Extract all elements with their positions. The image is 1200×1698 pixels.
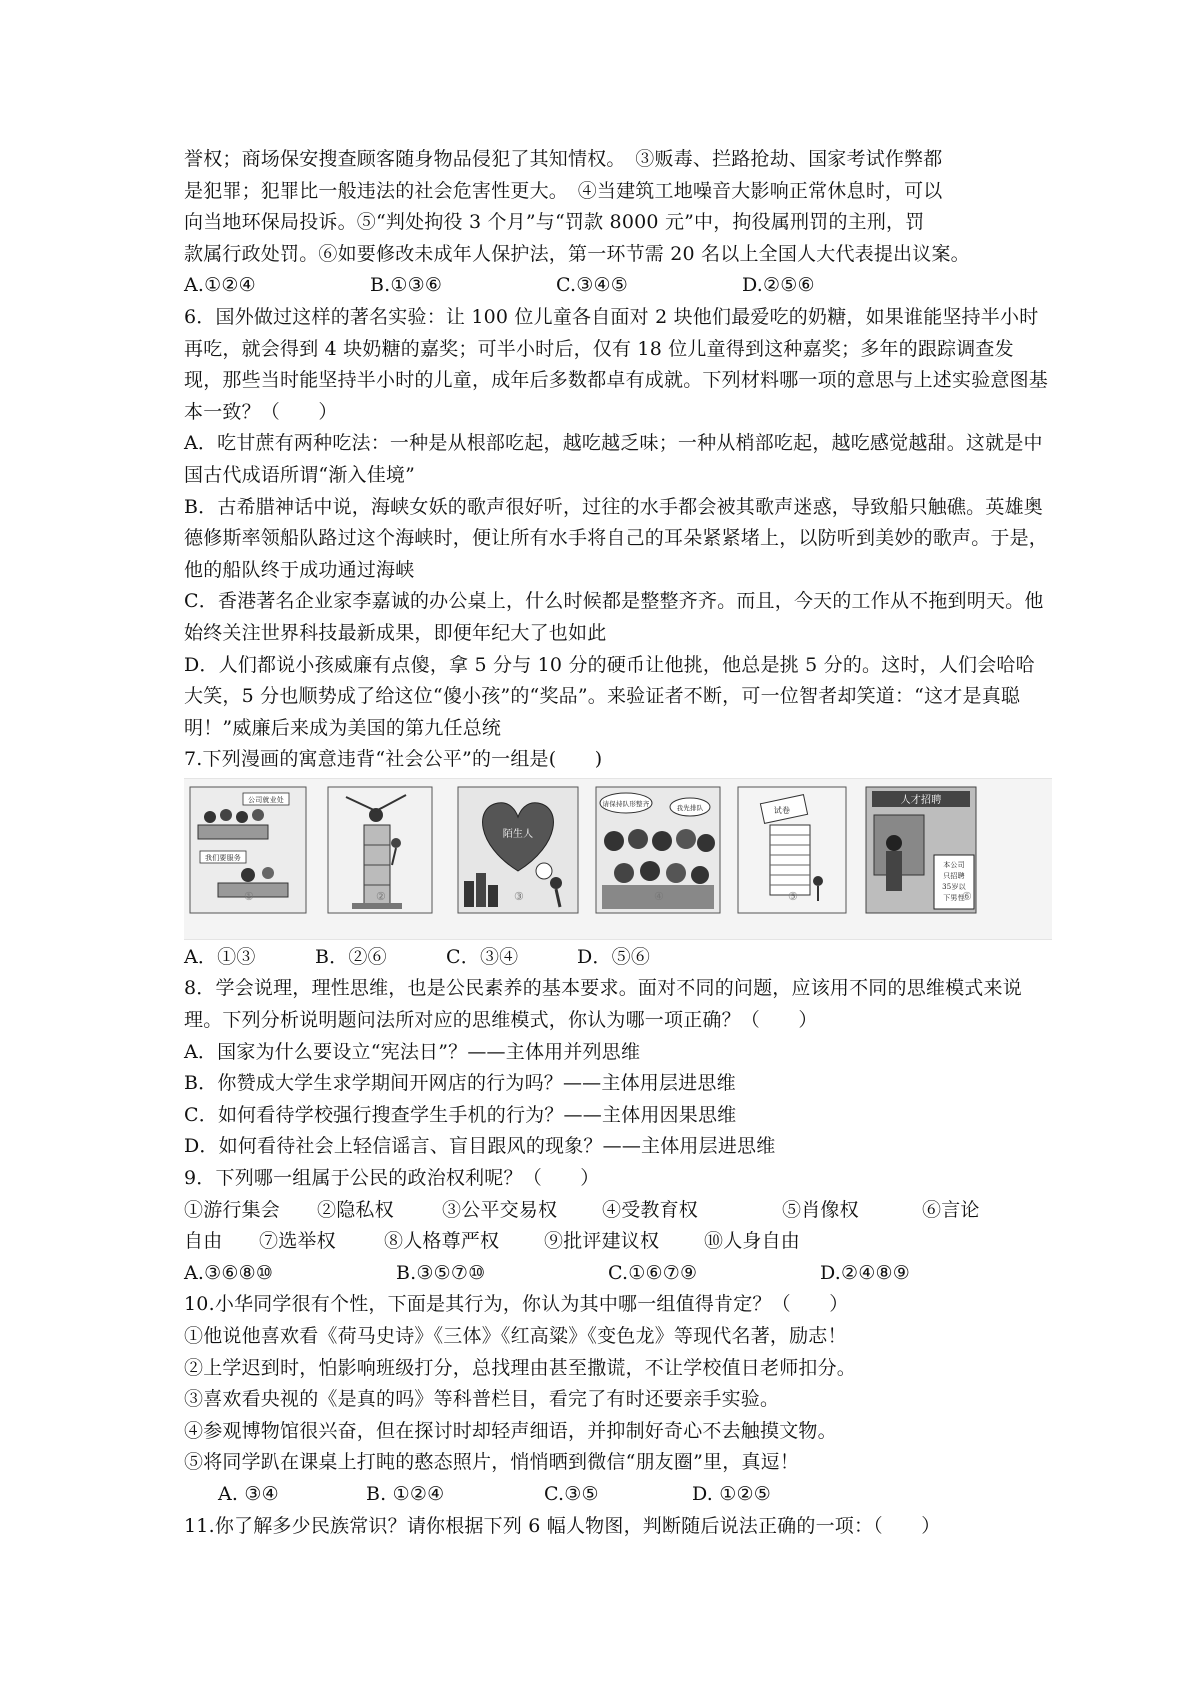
comic-6-sign-line-2: 只招聘 (943, 871, 965, 880)
q7-option-a[interactable]: A．①③ (184, 945, 256, 968)
question-8 (184, 973, 1052, 1163)
comic-3-heart-text: 陌生人 (502, 828, 534, 840)
q7-options (184, 942, 1052, 974)
q10-stem: 10.小华同学很有个性，下面是其行为，你认为其中哪一组值得肯定？（ ） (184, 1293, 849, 1316)
q9-items-line-2 (184, 1226, 1052, 1258)
comic-1-number: ① (244, 890, 255, 904)
question-6 (184, 302, 1052, 744)
comic-5-paper-text: 试卷 (773, 805, 791, 815)
q10-option-b[interactable]: B. ①②④ (366, 1482, 445, 1505)
comic-4-bubble-1: 请保持队形整齐 (602, 799, 650, 808)
papers-cartoon-icon (736, 785, 848, 915)
comic-1-top-sign: 公司就业处 (248, 795, 284, 804)
q5-options (184, 270, 1052, 302)
q9-item-8: ⑧人格尊严权 (384, 1230, 500, 1253)
q6-option-d[interactable]: D．人们都说小孩威廉有点傻，拿 5 分与 10 分的硬币让他挑，他总是挑 5 分的。这时，人们会哈哈大笑，5 分也顺势成了给这位“傻小孩”的“奖品”。来验证者不断，可一位智者却笑道：“这才是真聪明！”威廉后来成为美国的第九任总统 (184, 653, 1035, 739)
comic-5-number: ⑤ (788, 890, 799, 904)
comic-1-bottom-sign: 我们要服务 (205, 853, 241, 862)
q10-item-1: ①他说他喜欢看《荷马史诗》《三体》《红高粱》《变色龙》等现代名著，励志！ (184, 1325, 847, 1347)
comic-4-bubble-2: 我先排队 (676, 803, 704, 812)
question-11 (184, 1511, 1052, 1543)
q7-option-d[interactable]: D．⑤⑥ (577, 945, 651, 968)
q9-item-2: ②隐私权 (317, 1198, 394, 1221)
q5-option-a[interactable]: A.①②④ (184, 274, 256, 297)
meeting-cartoon-icon (188, 785, 308, 915)
q10-item-3: ③喜欢看央视的《是真的吗》等科普栏目，看完了有时还要亲手实验。 (184, 1388, 780, 1411)
q10-item-2: ②上学迟到时，怕影响班级打分，总找理由甚至撒谎，不让学校值日老师扣分。 (184, 1356, 857, 1379)
q9-item-4: ④受教育权 (602, 1198, 699, 1221)
q9-option-a[interactable]: A.③⑥⑧⑩ (184, 1261, 274, 1284)
comic-6-sign-line-1: 本公司 (943, 860, 965, 869)
tower-cartoon-icon (326, 785, 434, 915)
q8-option-a[interactable]: A．国家为什么要设立“宪法日”？——主体用并列思维 (184, 1040, 641, 1063)
q9-item-5: ⑤肖像权 (782, 1198, 859, 1221)
q8-option-b[interactable]: B．你赞成大学生求学期间开网店的行为吗？——主体用层进思维 (184, 1072, 736, 1095)
q9-item-6: ⑥言论 (922, 1198, 980, 1221)
q6-stem: 6．国外做过这样的著名实验：让 100 位儿童各自面对 2 块他们最爱吃的奶糖，如果谁能坚持半小时再吃，就会得到 4 块奶糖的嘉奖；可半小时后，仅有 18 位儿童得到这种嘉奖；多年的跟踪调查发现，那些当时能坚持半小时的儿童，成年后多数都卓有成就。下列材料哪一项的意思与上述实验意图基本一致？（ ） (184, 305, 1049, 423)
q9-item-3: ③公平交易权 (442, 1198, 558, 1221)
q11-stem: 11.你了解多少民族常识？请你根据下列 6 幅人物图，判断随后说法正确的一项：（ ） (184, 1514, 941, 1537)
q7-option-b[interactable]: B．②⑥ (315, 945, 387, 968)
q8-option-c[interactable]: C．如何看待学校强行搜查学生手机的行为？——主体用因果思维 (184, 1103, 737, 1126)
exam-page (184, 144, 1052, 1542)
q5-line-3: 向当地环保局投诉。⑤“判处拘役 3 个月”与“罚款 8000 元”中，拘役属刑罚的主刑，罚 (184, 211, 925, 234)
crowd-cartoon-icon (594, 785, 722, 915)
q10-item-4: ④参观博物馆很兴奋，但在探讨时却轻声细语，并抑制好奇心不去触摸文物。 (184, 1419, 837, 1442)
comic-2-number: ② (376, 890, 387, 904)
q9-item-10: ⑩人身自由 (704, 1230, 801, 1253)
comic-6-sign-line-4: 下男性 (943, 893, 965, 902)
q5-option-c[interactable]: C.③④⑤ (556, 274, 628, 297)
q7-option-c[interactable]: C．③④ (446, 945, 519, 968)
q5-line-4: 款属行政处罚。⑥如要修改未成年人保护法，第一环节需 20 名以上全国人大代表提出议案。 (184, 242, 970, 265)
q9-items-line-1 (184, 1195, 1052, 1227)
q6-option-a[interactable]: A．吃甘蔗有两种吃法：一种是从根部吃起，越吃越乏味；一种从梢部吃起，越吃感觉越甜。这就是中国古代成语所谓“渐入佳境” (184, 432, 1043, 486)
q7-stem: 7.下列漫画的寓意违背“社会公平”的一组是( ) (184, 748, 603, 771)
recruit-cartoon-icon (864, 785, 978, 915)
q10-option-d[interactable]: D. ①②⑤ (692, 1482, 771, 1505)
q10-options (184, 1479, 1052, 1511)
q9-item-9: ⑨批评建议权 (544, 1230, 660, 1253)
q9-options (184, 1258, 1052, 1290)
q6-option-c[interactable]: C．香港著名企业家李嘉诚的办公桌上，什么时候都是整整齐齐。而且，今天的工作从不拖到明天。他始终关注世界科技最新成果，即便年纪大了也如此 (184, 590, 1044, 644)
q10-option-a[interactable]: A. ③④ (218, 1482, 279, 1505)
comic-6-number: ⑥ (962, 890, 973, 904)
q9-option-d[interactable]: D.②④⑧⑨ (820, 1261, 910, 1284)
q9-option-b[interactable]: B.③⑤⑦⑩ (396, 1261, 486, 1284)
q8-stem: 8．学会说理，理性思维，也是公民素养的基本要求。面对不同的问题，应该用不同的思维模式来说理。下列分析说明题问法所对应的思维模式，你认为哪一项正确？（ ） (184, 977, 1022, 1032)
comic-6-sign-line-3: 35岁以 (942, 882, 966, 891)
q9-item-7: ⑦选举权 (259, 1230, 336, 1253)
q9-stem: 9．下列哪一组属于公民的政治权利呢？（ ） (184, 1167, 600, 1190)
q8-option-d[interactable]: D．如何看待社会上轻信谣言、盲目跟风的现象？——主体用层进思维 (184, 1135, 776, 1158)
q5-option-d[interactable]: D.②⑤⑥ (742, 274, 815, 297)
comic-6-banner: 人才招聘 (900, 794, 942, 806)
q7-comic-strip (184, 778, 1052, 940)
question-9 (184, 1163, 1052, 1289)
q6-option-b[interactable]: B．古希腊神话中说，海峡女妖的歌声很好听，过往的水手都会被其歌声迷惑，导致船只触礁。英雄奥德修斯率领船队路过这个海峡时，便让所有水手将自己的耳朵紧紧堵上，以防听到美妙的歌声。于是，他的船队终于成功通过海峡 (184, 495, 1049, 581)
q9-option-c[interactable]: C.①⑥⑦⑨ (608, 1261, 698, 1284)
q10-option-c[interactable]: C.③⑤ (544, 1482, 599, 1505)
heart-cartoon-icon (456, 785, 580, 915)
q10-item-5: ⑤将同学趴在课桌上打盹的憨态照片，悄悄晒到微信“朋友圈”里，真逗！ (184, 1451, 800, 1474)
question-5-continuation (184, 144, 1052, 302)
comic-4-number: ④ (654, 890, 665, 904)
comic-3-number: ③ (514, 890, 525, 904)
q5-line-2: 是犯罪；犯罪比一般违法的社会危害性更大。 ④当建筑工地噪音大影响正常休息时，可以 (184, 179, 943, 202)
q9-item-6-cont: 自由 (184, 1230, 223, 1253)
question-7 (184, 744, 1052, 973)
q5-line-1: 誉权；商场保安搜查顾客随身物品侵犯了其知情权。 ③贩毒、拦路抢劫、国家考试作弊都 (184, 148, 943, 170)
question-10 (184, 1289, 1052, 1510)
q9-item-1: ①游行集会 (184, 1198, 281, 1221)
q5-option-b[interactable]: B.①③⑥ (370, 274, 443, 297)
